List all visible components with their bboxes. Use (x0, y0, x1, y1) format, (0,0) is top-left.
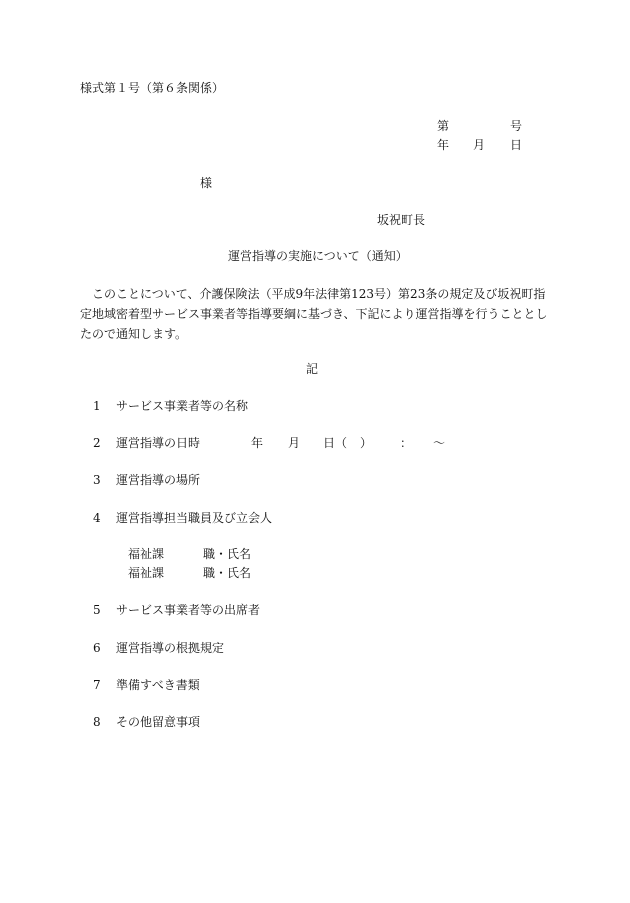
staff-role: 職・氏名 (203, 566, 252, 580)
body-text: このことについて、介護保険法（平成9年法律第123号）第23条の規定及び坂祝町指定地域密着型サービス事業者等指導要綱に基づき、下記により運営指導を行うこととしたので通知します。 (80, 287, 548, 341)
doc-number-go: 号 (510, 119, 523, 133)
form-label: 様式第１号（第６条関係） (80, 81, 225, 95)
datetime-month: 月 (288, 436, 301, 450)
staff-dept: 福祉課 (128, 566, 165, 580)
datetime-day: 日 (323, 436, 336, 450)
item-number: 4 (93, 511, 101, 525)
document-title: 運営指導の実施について（通知） (228, 249, 408, 263)
item-number: 2 (93, 436, 101, 450)
ki-heading: 記 (306, 362, 319, 376)
item-label: 運営指導の場所 (116, 473, 201, 487)
staff-dept: 福祉課 (128, 547, 165, 561)
item-number: 6 (93, 641, 101, 655)
item-label: 運営指導の根拠規定 (116, 641, 225, 655)
item-number: 3 (93, 473, 101, 487)
item-label: 運営指導の日時 (116, 436, 201, 450)
item-number: 8 (93, 715, 101, 729)
datetime-colon: ： (400, 436, 413, 450)
datetime-paren-open: （ (335, 436, 348, 450)
doc-number-dai: 第 (437, 119, 450, 133)
doc-date-year: 年 (437, 138, 450, 152)
staff-role: 職・氏名 (203, 547, 252, 561)
datetime-paren-close: ） (360, 436, 373, 450)
item-label: サービス事業者等の名称 (116, 399, 249, 413)
item-label: サービス事業者等の出席者 (116, 603, 261, 617)
item-number: 5 (93, 603, 101, 617)
doc-date-day: 日 (510, 138, 523, 152)
item-number: 1 (93, 399, 101, 413)
doc-date-month: 月 (473, 138, 486, 152)
item-label: その他留意事項 (116, 715, 201, 729)
datetime-tilde: ～ (433, 436, 446, 450)
datetime-year: 年 (251, 436, 264, 450)
recipient-suffix: 様 (200, 176, 213, 190)
sender: 坂祝町長 (377, 213, 426, 227)
item-label: 運営指導担当職員及び立会人 (116, 511, 273, 525)
item-number: 7 (93, 678, 101, 692)
item-label: 準備すべき書類 (116, 678, 200, 692)
